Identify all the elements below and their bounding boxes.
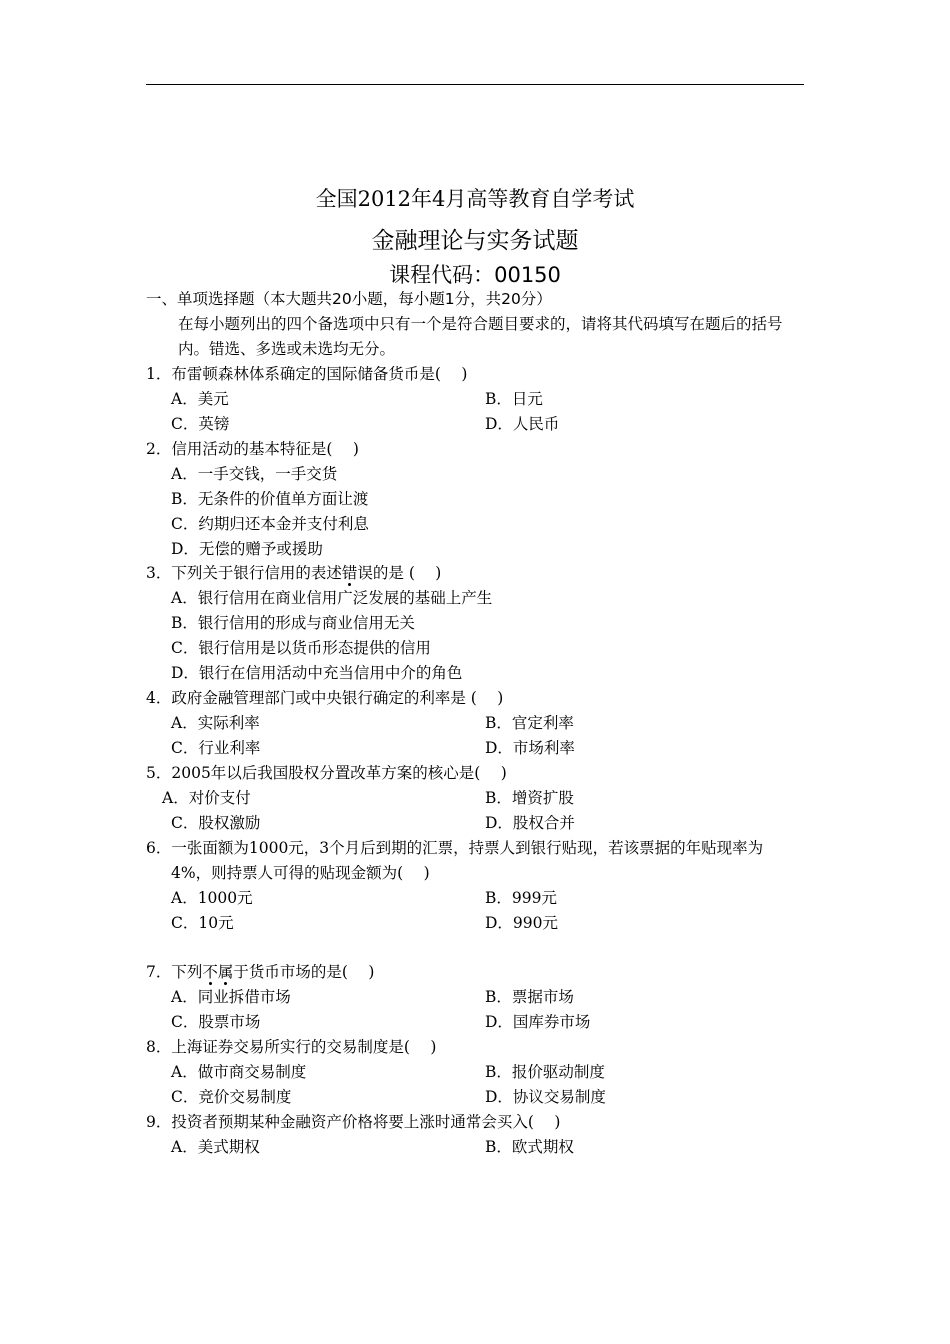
- question-1-option-a: A．美元: [171, 390, 229, 408]
- question-9-option-b: B．欧式期权: [485, 1138, 574, 1156]
- question-6-option-c: C．10元: [171, 914, 234, 932]
- course-code: 课程代码：00150: [389, 263, 561, 287]
- question-2-option-a: A．一手交钱，一手交货: [171, 465, 338, 483]
- question-7-stem-pre: 7．下列: [146, 963, 203, 981]
- question-4-option-b: B．官定利率: [485, 714, 574, 732]
- question-9-option-a: A．美式期权: [171, 1138, 260, 1156]
- question-9-stem: 9．投资者预期某种金融资产价格将要上涨时通常会买入( ): [146, 1113, 561, 1131]
- question-1-option-c: C．英镑: [171, 415, 230, 433]
- question-1-option-d: D．人民币: [485, 415, 560, 433]
- question-6-stem-continued: 4%，则持票人可得的贴现金额为( ): [171, 864, 430, 882]
- question-5-option-a: A．对价支付: [162, 789, 251, 807]
- question-6-option-b: B．999元: [485, 889, 557, 907]
- question-4-option-a: A．实际利率: [171, 714, 260, 732]
- question-3-option-d: D．银行在信用活动中充当信用中介的角色: [171, 664, 463, 682]
- question-5-option-d: D．股权合并: [485, 814, 575, 832]
- question-2-option-c: C．约期归还本金并支付利息: [171, 515, 369, 533]
- question-8-option-d: D．协议交易制度: [485, 1088, 606, 1106]
- question-8-stem: 8．上海证券交易所实行的交易制度是( ): [146, 1038, 437, 1056]
- exam-title: 全国2012年4月高等教育自学考试: [315, 187, 635, 211]
- question-4-option-c: C．行业利率: [171, 739, 261, 757]
- question-1-option-b: B．日元: [485, 390, 543, 408]
- question-7-emphasis-2: 属: [217, 963, 234, 981]
- question-8-option-a: A．做市商交易制度: [171, 1063, 307, 1081]
- question-6-stem: 6．一张面额为1000元，3个月后到期的汇票，持票人到银行贴现，若该票据的年贴现率为: [146, 839, 764, 857]
- question-3-option-a: A．银行信用在商业信用广泛发展的基础上产生: [171, 589, 493, 607]
- question-4-option-d: D．市场利率: [485, 739, 575, 757]
- question-2-option-d: D．无偿的赠予或援助: [171, 540, 323, 558]
- question-7-option-c: C．股票市场: [171, 1013, 261, 1031]
- question-7-option-d: D．国库券市场: [485, 1013, 591, 1031]
- question-7-stem: [146, 960, 374, 982]
- question-8-option-c: C．竞价交易制度: [171, 1088, 292, 1106]
- question-6-option-a: A．1000元: [171, 889, 253, 907]
- question-3-stem-post: 的是 ( ): [372, 564, 442, 582]
- question-1-stem: 1．布雷顿森林体系确定的国际储备货币是( ): [146, 365, 468, 383]
- question-7-stem-post: 于货币市场的是( ): [233, 963, 375, 981]
- question-7-emphasis-1: 不: [202, 963, 218, 981]
- question-5-stem: 5．2005年以后我国股权分置改革方案的核心是( ): [146, 764, 507, 782]
- section-instructions: 在每小题列出的四个备选项中只有一个是符合题目要求的，请将其代码填写在题后的括号内。错选、多选或未选均无分。: [178, 315, 783, 358]
- header-rule: [146, 84, 804, 85]
- question-7-option-b: B．票据市场: [485, 988, 574, 1006]
- question-3-option-b: B．银行信用的形成与商业信用无关: [171, 614, 415, 632]
- question-3-stem: [146, 561, 441, 583]
- question-3-stem-pre: 3．下列关于银行信用的表述: [146, 564, 342, 582]
- subject-title: 金融理论与实务试题: [371, 228, 579, 254]
- question-7-option-a: A．同业拆借市场: [171, 988, 291, 1006]
- question-6-option-d: D．990元: [485, 914, 559, 932]
- question-2-option-b: B．无条件的价值单方面让渡: [171, 490, 369, 508]
- section-title: 一、单项选择题（本大题共20小题，每小题1分，共20分）: [146, 290, 552, 308]
- question-5-option-c: C．股权激励: [171, 814, 261, 832]
- question-3-option-c: C．银行信用是以货币形态提供的信用: [171, 639, 431, 657]
- question-8-option-b: B．报价驱动制度: [485, 1063, 605, 1081]
- question-3-emphasis-2: 误: [357, 564, 373, 582]
- question-2-stem: 2．信用活动的基本特征是( ): [146, 440, 359, 458]
- question-3-emphasis-1: 错: [341, 564, 358, 582]
- question-5-option-b: B．增资扩股: [485, 789, 574, 807]
- question-4-stem: 4．政府金融管理部门或中央银行确定的利率是 ( ): [146, 689, 504, 707]
